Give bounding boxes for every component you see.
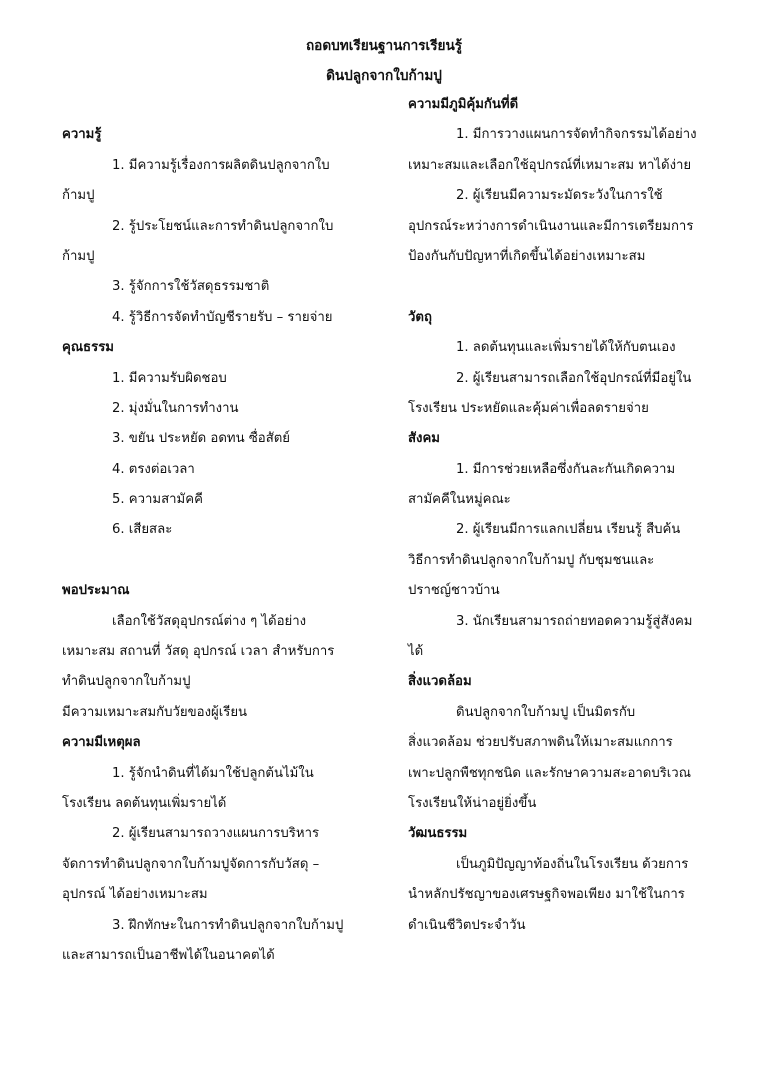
indented-line: เลือกใช้วัสดุอุปกรณ์ต่าง ๆ ได้อย่าง (112, 613, 307, 629)
text-line: เพาะปลูกพืชทุกชนิด และรักษาความสะอาดบริเวณ (408, 765, 691, 781)
section-heading: ความรู้ (62, 127, 102, 143)
text-line: อุปกรณ์ระหว่างการดำเนินงานและมีการเตรียมการ (408, 218, 694, 234)
text-line: นำหลักปรัชญาของเศรษฐกิจพอเพียง มาใช้ในการ (408, 887, 685, 903)
text-line: เหมาะสม สถานที่ วัสดุ อุปกรณ์ เวลา สำหรับการ (62, 644, 335, 660)
indented-line: 2. มุ่งมั่นในการทำงาน (112, 400, 239, 416)
indented-line: 2. ผู้เรียนมีความระมัดระวังในการใช้ (456, 188, 663, 204)
section-heading (62, 90, 382, 120)
document-title: ถอดบทเรียนฐานการเรียนรู้ (305, 38, 463, 54)
text-line: ทำดินปลูกจากใบก้ามปู (62, 674, 191, 690)
section-heading: สิ่งแวดล้อม (408, 674, 472, 690)
text-line: โรงเรียน ประหยัดและคุ้มค่าเพื่อลดรายจ่าย (408, 400, 649, 416)
blank-line (62, 546, 382, 576)
text-line: ก้ามปู (62, 248, 95, 264)
indented-line: 1. มีความรู้เรื่องการผลิตดินปลูกจากใบ (112, 157, 330, 173)
text-line: ดำเนินชีวิตประจำวัน (408, 917, 526, 933)
indented-line: เป็นภูมิปัญญาท้องถิ่นในโรงเรียน ด้วยการ (456, 856, 689, 872)
indented-line: 1. รู้จักนำดินที่ได้มาใช้ปลูกต้นไม้ใน (112, 765, 314, 781)
indented-line: 1. มีการช่วยเหลือซึ่งกันละกันเกิดความ (456, 461, 676, 477)
text-line: อุปกรณ์ ได้อย่างเหมาะสม (62, 887, 208, 903)
indented-line: 2. รู้ประโยชน์และการทำดินปลูกจากใบ (112, 218, 334, 234)
text-line: ป้องกันกับปัญหาที่เกิดขึ้นได้อย่างเหมาะสม (408, 248, 646, 264)
text-line: ได้ (408, 644, 424, 660)
section-heading: วัตถุ (408, 309, 432, 325)
text-line: เหมาะสมและเลือกใช้อุปกรณ์ที่เหมาะสม หาได้ง่าย (408, 157, 692, 173)
section-heading: ความมีภูมิคุ้มกันที่ดี (408, 97, 519, 112)
indented-line: 1. มีความรับผิดชอบ (112, 370, 227, 386)
indented-line: 4. ตรงต่อเวลา (112, 461, 195, 477)
text-line: และสามารถเป็นอาชีพได้ในอนาคตได้ (62, 947, 275, 963)
text-line: ก้ามปู (62, 188, 95, 204)
indented-line: 3. ขยัน ประหยัด อดทน ซื่อสัตย์ (112, 431, 291, 447)
indented-line: 2. ผู้เรียนสามารถวางแผนการบริหาร (112, 826, 320, 842)
text-line: วิธีการทำดินปลูกจากใบก้ามปู กับชุมชนและ (408, 552, 655, 568)
text-line: มีความเหมาะสมกับวัยของผู้เรียน (62, 704, 248, 720)
section-heading: ความมีเหตุผล (62, 735, 141, 751)
indented-line: 3. ฝึกทักษะในการทำดินปลูกจากใบก้ามปู (112, 917, 344, 933)
indented-line: 3. นักเรียนสามารถถ่ายทอดความรู้สู่สังคม (456, 613, 693, 629)
text-line: โรงเรียนให้น่าอยู่ยิ่งขึ้น (408, 795, 537, 811)
text-line: สามัคคีในหมู่คณะ (408, 492, 511, 508)
indented-line: 4. รู้วิธีการจัดทำบัญชีรายรับ – รายจ่าย (112, 309, 333, 325)
indented-line: ดินปลูกจากใบก้ามปู เป็นมิตรกับ (456, 704, 636, 720)
blank-line (408, 272, 730, 302)
indented-line: 3. รู้จักการใช้วัสดุธรรมชาติ (112, 279, 270, 295)
right-column (408, 90, 730, 941)
text-line: ปราชญ์ชาวบ้าน (408, 583, 500, 599)
text-line: สิ่งแวดล้อม ช่วยปรับสภาพดินให้เมาะสมแกการ (408, 735, 673, 751)
section-heading: พอประมาณ (62, 583, 130, 599)
indented-line: 2. ผู้เรียนสามารถเลือกใช้อุปกรณ์ที่มีอยู่ใน (456, 370, 692, 386)
section-heading: สังคม (408, 431, 441, 447)
left-column (62, 90, 382, 971)
section-heading: คุณธรรม (62, 340, 114, 356)
indented-line: 6. เสียสละ (112, 522, 173, 538)
indented-line: 1. มีการวางแผนการจัดทำกิจกรรมได้อย่าง (456, 127, 697, 143)
section-heading: วัฒนธรรม (408, 826, 468, 842)
document-subtitle: ดินปลูกจากใบก้ามปู (326, 68, 442, 84)
indented-line: 1. ลดต้นทุนและเพิ่มรายได้ให้กับตนเอง (456, 340, 676, 356)
indented-line: 2. ผู้เรียนมีการแลกเปลี่ยน เรียนรู้ สืบค้น (456, 522, 681, 538)
text-line: โรงเรียน ลดต้นทุนเพิ่มรายได้ (62, 795, 227, 811)
text-line: จัดการทำดินปลูกจากใบก้ามปูจัดการกับวัสดุ – (62, 856, 320, 872)
indented-line: 5. ความสามัคคี (112, 492, 203, 508)
